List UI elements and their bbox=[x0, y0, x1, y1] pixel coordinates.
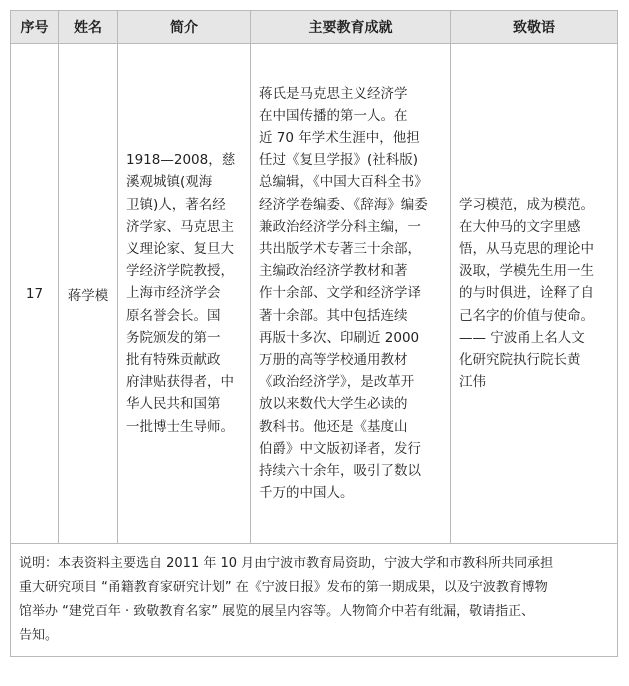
row-number: 17 bbox=[25, 285, 44, 302]
cell-intro bbox=[118, 44, 251, 544]
table-header bbox=[11, 11, 618, 44]
intro-text: 1918—2008，慈 溪观城镇(观海 卫镇)人，著名经 济学家、马克思主 义理论家、复旦大 学经济学院教授， 上海市经济学会 原名誉会长。国 务院颁发的第一 批有特殊贡献政 府津贴获得者，中 华人民共和国第 一批博士生导师。 bbox=[126, 152, 236, 435]
person-name: 蒋学模 bbox=[67, 287, 109, 304]
education-table-wrapper bbox=[10, 10, 617, 657]
cell-tribute bbox=[451, 44, 618, 544]
header-row bbox=[11, 11, 618, 44]
note-row bbox=[11, 544, 618, 657]
cell-number bbox=[11, 44, 59, 544]
cell-achievement bbox=[251, 44, 451, 544]
header-tribute: 致敬语 bbox=[451, 11, 618, 44]
table-body bbox=[11, 44, 618, 657]
education-table bbox=[10, 10, 618, 657]
header-name: 姓名 bbox=[59, 11, 118, 44]
table-row bbox=[11, 44, 618, 544]
note-cell bbox=[11, 544, 618, 657]
cell-name bbox=[59, 44, 118, 544]
achievement-text: 蒋氏是马克思主义经济学 在中国传播的第一人。在 近 70 年学术生涯中，他担 任过《复旦学报》(社科版) 总编辑，《中国大百科全书》 经济学卷编委、《辞海》编委 兼政治经济学分科主编，一 共出版学术专著三十余部， 主编政治经济学教材和著 作十余部、文学和经济学译 著十余部。其中包括连续 再版十多次、印刷近 2000 万册的高等学校通用教材 《政治经济学》，是改革开 放以来数代大学生必读的 教科书。他还是《基度山 伯爵》中文版初译者，发行 持续六十余年，吸引了数以 千万的中国人。 bbox=[259, 85, 428, 502]
header-intro: 简介 bbox=[118, 11, 251, 44]
header-achievement: 主要教育成就 bbox=[251, 11, 451, 44]
tribute-text: 学习模范，成为模范。 在大仲马的文字里感 悟，从马克思的理论中 汲取，学模先生用一生 的与时俱进，诠释了自 己名字的价值与使命。 —— 宁波甬上名人文 化研究院执行院长黄 江伟 bbox=[459, 196, 594, 391]
header-number: 序号 bbox=[11, 11, 59, 44]
table-note: 说明：本表资料主要选自 2011 年 10 月由宁波市教育局资助，宁波大学和市教科所共同承担 重大研究项目 “甬籍教育家研究计划” 在《宁波日报》发布的第一期成果，以及宁波教育博物 馆举办 “建党百年 · 致敬教育名家” 展览的展呈内容等。人物简介中若有纰漏，敬请指正、 告知。 bbox=[19, 556, 554, 643]
